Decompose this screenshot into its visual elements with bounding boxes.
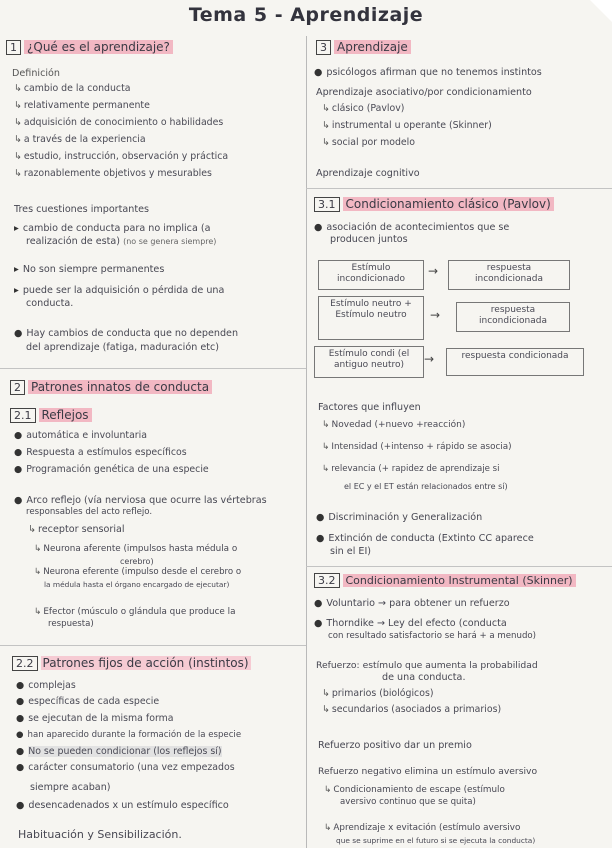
page-title: Tema 5 - Aprendizaje bbox=[188, 4, 424, 26]
list-item: ↳ instrumental u operante (Skinner) bbox=[322, 120, 492, 131]
list-item: ↳ social por modelo bbox=[322, 137, 416, 148]
divider bbox=[306, 566, 612, 567]
list-item: ↳ clásico (Pavlov) bbox=[322, 103, 405, 114]
definition-label: Definición bbox=[12, 68, 60, 79]
arrow-icon: → bbox=[430, 308, 441, 322]
list-item: ↳ Neurona aferente (impulsos hasta médula o bbox=[34, 544, 238, 554]
diagram-box: respuesta incondicionada bbox=[448, 260, 570, 290]
list-item: ● Respuesta a estímulos específicos bbox=[14, 447, 187, 458]
habituation-heading: Habituación y Sensibilización. bbox=[18, 828, 182, 841]
reflex-arc: ● Arco reflejo (vía nerviosa que ocurre las vértebras bbox=[14, 495, 267, 506]
section-3-1-heading: 3.1 Condicionamiento clásico (Pavlov) bbox=[314, 197, 554, 212]
instinct-list bbox=[16, 678, 241, 776]
list-item: ↳ estudio, instrucción, observación y práctica bbox=[14, 151, 229, 162]
list-item: ● Programación genética de una especie bbox=[14, 464, 209, 475]
list-item: ↳ Novedad (+nuevo +reacción) bbox=[322, 420, 466, 430]
questions-label: Tres cuestiones importantes bbox=[14, 204, 150, 215]
associative-list bbox=[322, 100, 492, 151]
list-item: ● desencadenados x un estímulo específico bbox=[16, 800, 229, 811]
section-2-heading: 2 Patrones innatos de conducta bbox=[10, 380, 212, 395]
list-item: ↳ razonablemente objetivos y mesurables bbox=[14, 168, 212, 179]
arrow-icon: → bbox=[424, 352, 435, 366]
notes-page: Tema 5 - Aprendizaje 1 ¿Qué es el aprendizaje? Definición ↳ cambio de la conducta ↳ relativamente permanente ↳ adquisición de conocimiento o habilidades ↳ a través de la experiencia ↳ estudio, instrucción, observación y práctica ↳ razonablemente objetivos y mesurables Tres cuestiones importantes ▸ cambio de conducta para no implica (a realización de esta) (no se genera siempre) ▸ No son siempre permanentes ▸ puede ser la adquisición o pérdida de una conducta. ● Hay cambios de conducta que no dependen del aprendizaje (fatiga, maduración etc) 2 Patrones innatos de conducta 2.1 Reflejos ● automática e involuntaria ● Respuesta a estímulos específicos ● Programación genética de una especie ● Arco reflejo (vía nerviosa que ocurre las vértebras responsables del acto reflejo. ↳ receptor sensorial ↳ Neurona aferente (impulsos hasta médula o cerebro) ↳ Neurona eferente (impulso desde el cerebro o la médula hasta el órgano encargado de ejecutar) ↳ Efector (músculo o glándula que produce la respuesta) 2.2 Patrones fijos de acción (instintos) ● complejas ● específicas de cada especie ● se ejecutan de la misma forma ● han aparecido durante la formación de la especie ● No se pueden condicionar (los reflejos sí) ● carácter consumatorio (una vez empezados siempre acaban) ● desencadenados x un estímulo específico Habituación y Sensibilización. 3 Aprendizaje ● psicólogos afirman que no tenemos instintos Aprendizaje asociativo/por condicionamiento ↳ clásico (Pavlov) ↳ instrumental u operante (Skinner) ↳ social por modelo Aprendizaje cognitivo 3.1 Condicionamiento clásico (Pavlov) ● asociación de acontecimientos que se producen juntos Estímulo incondicionado → respuesta incondicionada Estímulo neutro + Estímulo neutro → respuesta incondicionada Estímulo condi (el antiguo neutro) → respuesta condicionada Factores que influyen ↳ Novedad (+nuevo +reacción) ↳ Intensidad (+intenso + rápido se asocia) ↳ relevancia (+ rapidez de aprendizaje si el EC y el ET están relacionados entre sí) ● Discriminación y Generalización ● Extinción de conducta (Extinto CC aparece sin el EI) 3.2 Condicionamiento Instrumental (Skinner) ● Voluntario → para obtener un refuerzo ● Thorndike → Ley del efecto (conducta con resultado satisfactorio se hará + a menudo) Refuerzo: estímulo que aumenta la probabilidad de una conducta. ↳ primarios (biológicos) ↳ secundarios (asociados a primarios) Refuerzo positivo dar un premio Refuerzo negativo elimina un estímulo aversivo ↳ Condicionamiento de escape (estímulo aversivo continuo que se quita) ↳ Aprendizaje x evitación (estímulo aversivo que se suprime en el futuro si se ejecuta la conducta) bbox=[0, 0, 612, 848]
factors-label: Factores que influyen bbox=[318, 402, 421, 413]
list-item: ↳ Efector (músculo o glándula que produce la bbox=[34, 607, 236, 617]
section-3-2-heading: 3.2 Condicionamiento Instrumental (Skinner) bbox=[314, 573, 576, 588]
diagram-box: respuesta condicionada bbox=[446, 348, 584, 376]
associative-label: Aprendizaje asociativo/por condicionamiento bbox=[316, 87, 532, 98]
list-item: ● No se pueden condicionar (los reflejos sí) bbox=[16, 745, 222, 757]
section-3-heading: 3 Aprendizaje bbox=[316, 40, 411, 55]
question-3: ▸ puede ser la adquisición o pérdida de una bbox=[14, 285, 225, 296]
diagram-box: Estímulo incondicionado bbox=[318, 260, 424, 290]
list-item: ● se ejecutan de la misma forma bbox=[16, 712, 174, 724]
question-4: ● Hay cambios de conducta que no dependen bbox=[14, 328, 239, 339]
factors-list bbox=[322, 414, 512, 480]
list-item: ↳ Intensidad (+intenso + rápido se asocia) bbox=[322, 442, 512, 452]
question-2: ▸ No son siempre permanentes bbox=[14, 264, 165, 275]
list-item: ↳ a través de la experiencia bbox=[14, 134, 146, 145]
definition-list bbox=[14, 80, 228, 182]
question-1: ▸ cambio de conducta para no implica (a bbox=[14, 223, 211, 234]
list-item: ↳ primarios (biológicos) bbox=[322, 688, 434, 699]
list-item: ↳ receptor sensorial bbox=[28, 524, 125, 535]
reflex-list bbox=[14, 427, 209, 478]
list-item: ↳ cambio de la conducta bbox=[14, 83, 131, 94]
list-item: ● han aparecido durante la formación de la especie bbox=[16, 730, 242, 741]
section-2-1-heading: 2.1 Reflejos bbox=[10, 408, 92, 423]
list-item: ● específicas de cada especie bbox=[16, 696, 160, 708]
column-divider bbox=[306, 36, 307, 848]
section-number: 1 bbox=[6, 40, 21, 55]
divider bbox=[306, 188, 612, 189]
list-item: ↳ adquisición de conocimiento o habilidades bbox=[14, 117, 224, 128]
divider bbox=[0, 368, 306, 369]
section-1-heading: 1 ¿Qué es el aprendizaje? bbox=[6, 40, 173, 55]
diagram-box: Estímulo condi (el antiguo neutro) bbox=[314, 346, 424, 378]
list-item: ● complejas bbox=[16, 680, 76, 691]
cognitive-label: Aprendizaje cognitivo bbox=[316, 168, 420, 179]
list-item: ↳ Condicionamiento de escape (estímulo bbox=[324, 785, 505, 795]
list-item: ↳ Neurona eferente (impulso desde el cerebro o bbox=[34, 567, 242, 577]
section-2-2-heading: 2.2 Patrones fijos de acción (instintos) bbox=[12, 656, 251, 671]
arrow-icon: → bbox=[428, 264, 439, 278]
diagram-box: respuesta incondicionada bbox=[456, 302, 570, 332]
list-item: ● automática e involuntaria bbox=[14, 430, 148, 441]
list-item: ↳ Aprendizaje x evitación (estímulo aversivo bbox=[324, 823, 521, 833]
list-item: ↳ relevancia (+ rapidez de aprendizaje si bbox=[322, 464, 500, 474]
reinforcer-list bbox=[322, 686, 501, 718]
list-item: ● carácter consumatorio (una vez empezados bbox=[16, 762, 235, 774]
diagram-box: Estímulo neutro + Estímulo neutro bbox=[318, 296, 424, 340]
list-item: ↳ secundarios (asociados a primarios) bbox=[322, 704, 502, 715]
divider bbox=[0, 645, 306, 646]
list-item: ↳ relativamente permanente bbox=[14, 100, 150, 111]
